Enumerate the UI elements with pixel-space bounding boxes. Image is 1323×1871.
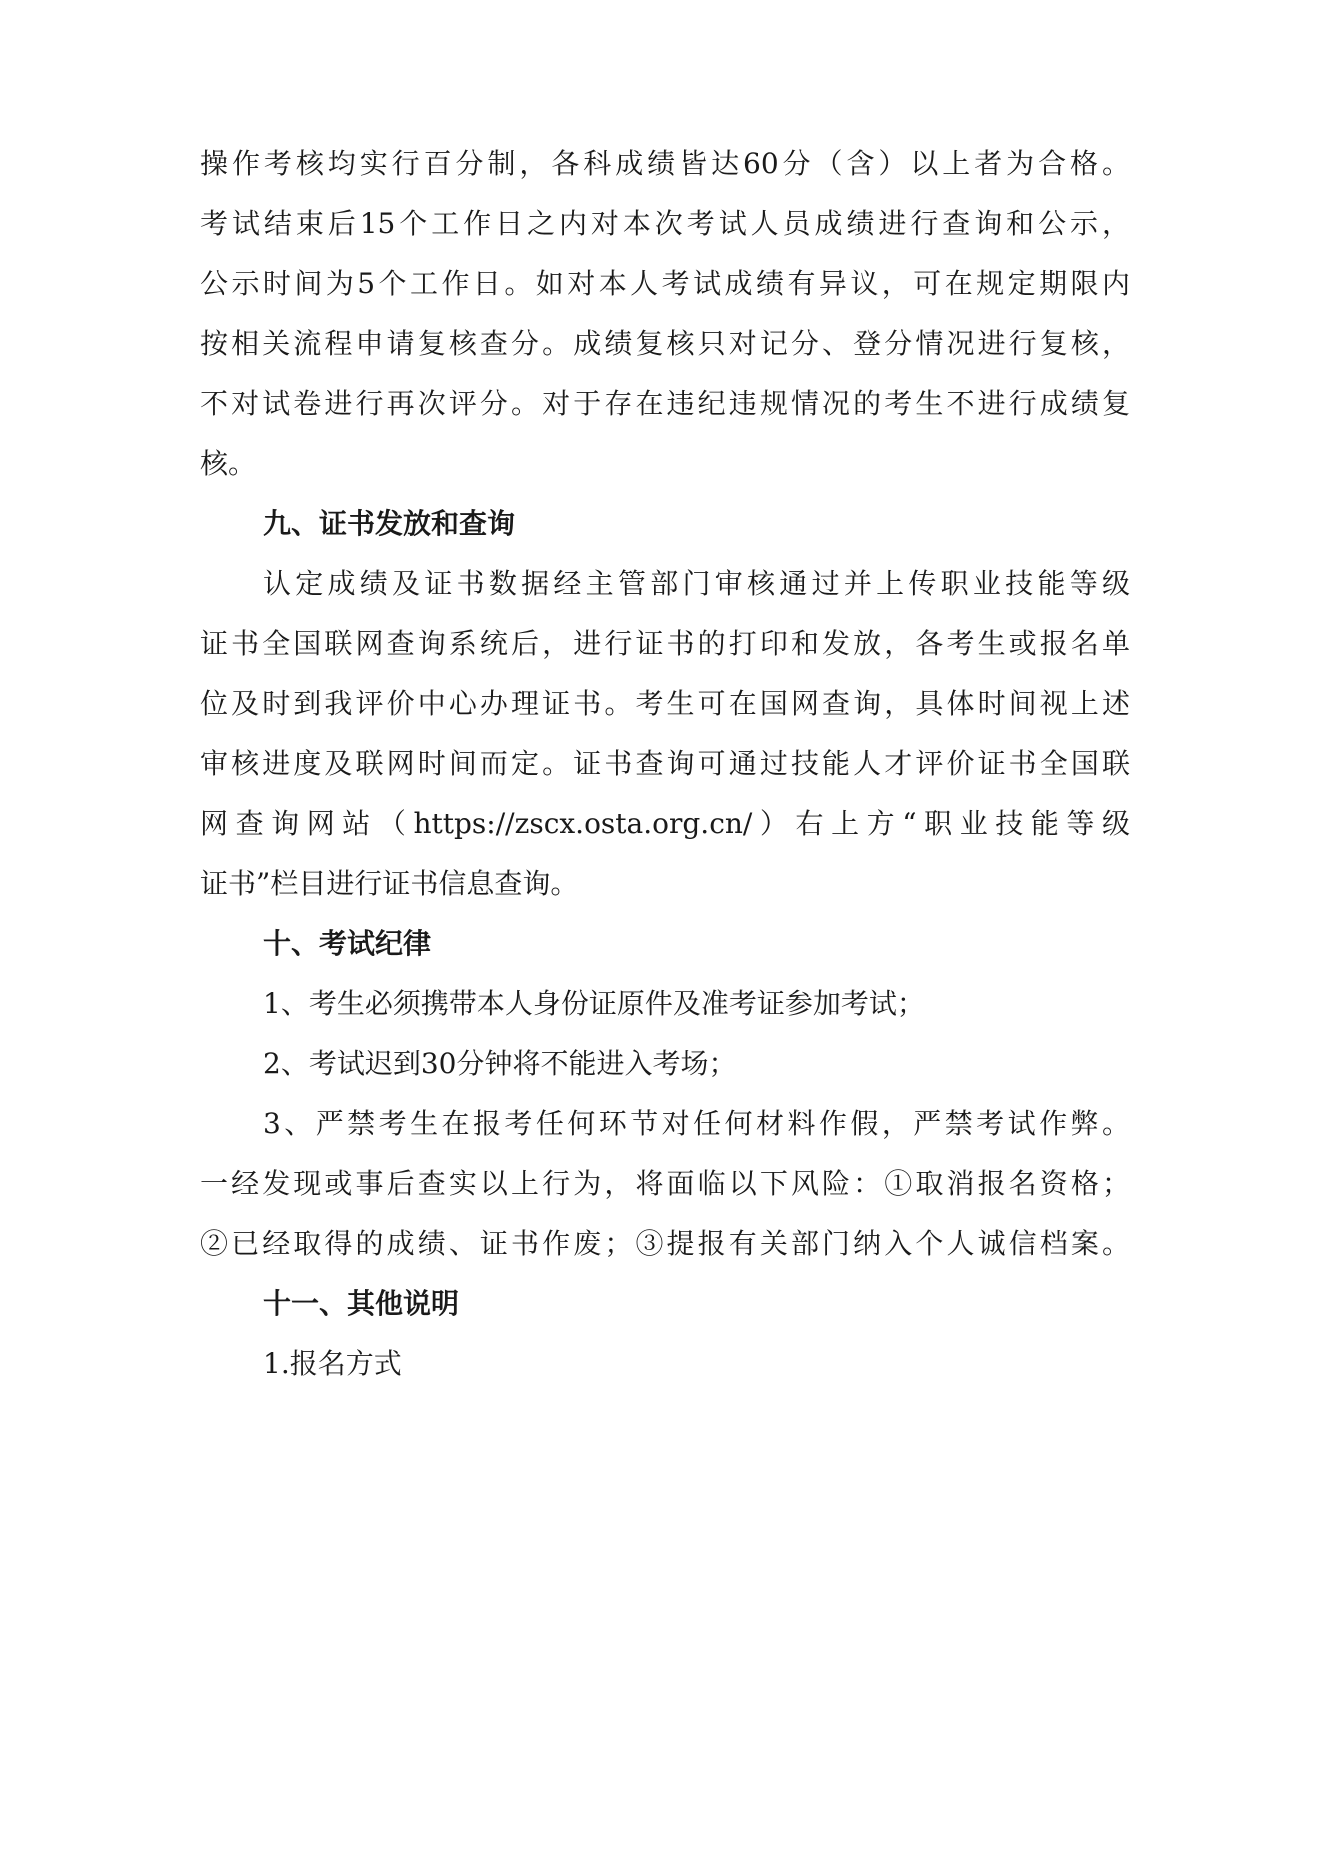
grading-paragraph-line: 公示时间为5个工作日。如对本人考试成绩有异议，可在规定期限内 — [200, 267, 1130, 300]
grading-paragraph-line: 考试结束后15个工作日之内对本次考试人员成绩进行查询和公示， — [200, 207, 1130, 240]
section-heading-discipline: 十、考试纪律 — [263, 927, 432, 960]
certificate-paragraph-line: 位及时到我评价中心办理证书。考生可在国网查询，具体时间视上述 — [200, 687, 1130, 720]
other-item-registration: 1.报名方式 — [263, 1347, 402, 1380]
certificate-paragraph-line: 证书”栏目进行证书信息查询。 — [200, 867, 579, 900]
section-heading-other: 十一、其他说明 — [263, 1287, 460, 1320]
grading-paragraph-line: 核。 — [200, 447, 257, 480]
discipline-rule-3-line: ②已经取得的成绩、证书作废；③提报有关部门纳入个人诚信档案。 — [200, 1227, 1130, 1260]
discipline-rule-3-line: 3、严禁考生在报考任何环节对任何材料作假，严禁考试作弊。 — [263, 1107, 1130, 1140]
certificate-paragraph-line: 认定成绩及证书数据经主管部门审核通过并上传职业技能等级 — [263, 567, 1130, 600]
grading-paragraph-line: 操作考核均实行百分制，各科成绩皆达60分（含）以上者为合格。 — [200, 147, 1130, 180]
discipline-rule-2: 2、考试迟到30分钟将不能进入考场； — [263, 1047, 737, 1080]
certificate-paragraph-line: 证书全国联网查询系统后，进行证书的打印和发放，各考生或报名单 — [200, 627, 1130, 660]
discipline-rule-1: 1、考生必须携带本人身份证原件及准考证参加考试； — [263, 987, 925, 1020]
grading-paragraph-line: 按相关流程申请复核查分。成绩复核只对记分、登分情况进行复核， — [200, 327, 1130, 360]
discipline-rule-3-line: 一经发现或事后查实以上行为，将面临以下风险：①取消报名资格； — [200, 1167, 1130, 1200]
grading-paragraph-line: 不对试卷进行再次评分。对于存在违纪违规情况的考生不进行成绩复 — [200, 387, 1130, 420]
certificate-paragraph-line: 审核进度及联网时间而定。证书查询可通过技能人才评价证书全国联 — [200, 747, 1130, 780]
section-heading-certificate: 九、证书发放和查询 — [263, 507, 516, 540]
certificate-paragraph-line: 网查询网站（https://zscx.osta.org.cn/）右上方“职业技能等级 — [200, 807, 1130, 840]
